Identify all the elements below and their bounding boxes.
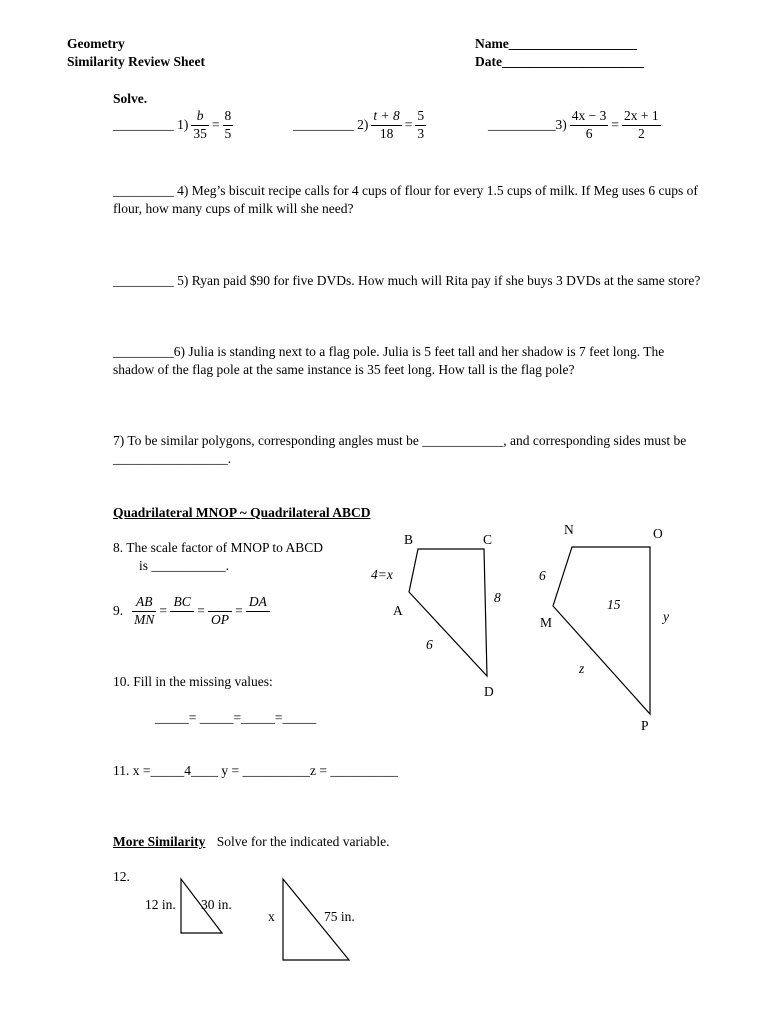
equation-3-blank: __________3) <box>488 117 567 133</box>
more-similarity-line <box>113 834 390 850</box>
question-12: 12. <box>113 869 130 884</box>
solve-heading: Solve. <box>113 91 148 106</box>
more-similarity-heading: More Similarity <box>113 834 206 849</box>
side-mo-label: 15 <box>607 597 621 612</box>
ratio-op: $\frac{\_\_\_}{OP}$ <box>209 594 231 627</box>
side-mp-label: z <box>579 661 585 676</box>
equation-3-left-fraction: $\frac{4x - 3}{6}$ <box>571 108 607 141</box>
ratio-da: $\frac{DA}{\_\_\_}$ <box>247 594 268 627</box>
small-triangle-hypotenuse-label: 30 in. <box>201 897 232 912</box>
question-11: 11. x =_____4____ y = __________z = __________ <box>113 763 398 778</box>
side-ad-label: 6 <box>426 637 433 652</box>
equals-sign: = <box>235 603 243 619</box>
side-ab-label: 4=x <box>371 567 393 582</box>
equation-1-right-fraction: $\frac{8}{5}$ <box>224 108 232 141</box>
sheet-title: Similarity Review Sheet <box>67 54 205 69</box>
question-10: 10. Fill in the missing values: <box>113 674 273 689</box>
quadrilateral-heading: Quadrilateral MNOP ~ Quadrilateral ABCD <box>113 505 371 520</box>
vertex-c-label: C <box>483 532 493 547</box>
ratio-bc: $\frac{BC}{\_\_\_}$ <box>172 594 193 627</box>
ratio-ab-mn: $\frac{AB}{MN}$ <box>134 594 155 627</box>
more-similarity-instruction: Solve for the indicated variable. <box>216 834 390 849</box>
question-9-number: 9. <box>113 603 124 619</box>
question-6: _________6) Julia is standing next to a flag pole. Julia is 5 feet tall and her shadow is 7 feet long. The shadow of the flag pole at the same instance is 35 feet long. How tall is the flag pole? <box>113 344 665 377</box>
large-triangle-leg-label: x <box>268 909 275 924</box>
equals-sign: = <box>197 603 205 619</box>
subject-title: Geometry <box>67 36 125 51</box>
small-triangle-leg-label: 12 in. <box>145 897 176 912</box>
vertex-m-label: M <box>540 615 553 630</box>
equation-1-left-fraction: $\frac{b}{35}$ <box>193 108 207 141</box>
vertex-n-label: N <box>564 522 574 537</box>
vertex-d-label: D <box>484 684 494 699</box>
equals-sign: = <box>404 117 413 133</box>
question-5: _________ 5) Ryan paid $90 for five DVDs. How much will Rita pay if she buys 3 DVDs at the same store? <box>113 273 701 288</box>
equals-sign: = <box>159 603 167 619</box>
name-line: Name___________________ <box>475 36 637 51</box>
question-8-line-1: 8. The scale factor of MNOP to ABCD <box>113 540 323 555</box>
vertex-a-label: A <box>393 603 403 618</box>
question-10-blanks: _____= _____=_____=_____ <box>155 710 317 725</box>
vertex-b-label: B <box>404 532 414 547</box>
quadrilateral-abcd <box>409 549 487 676</box>
question-4: _________ 4) Meg’s biscuit recipe calls for 4 cups of flour for every 1.5 cups of milk. If Meg uses 6 cups of flour, how many cups of milk will she need? <box>113 183 698 216</box>
equation-3-right-fraction: $\frac{2x + 1}{2}$ <box>624 108 659 141</box>
side-mn-label: 6 <box>539 568 546 583</box>
side-op-label: y <box>663 609 669 624</box>
question-7: 7) To be similar polygons, corresponding angles must be ____________, and corresponding sides must be _________________. <box>113 433 687 466</box>
date-line: Date_____________________ <box>475 54 644 69</box>
side-cd-label: 8 <box>494 590 501 605</box>
equals-sign: = <box>211 117 220 133</box>
equals-sign: = <box>611 117 619 133</box>
equation-2-blank: _________ 2) <box>293 117 369 133</box>
equation-1-blank: _________ 1) <box>113 117 189 133</box>
vertex-o-label: O <box>653 526 663 541</box>
large-triangle-hypotenuse-label: 75 in. <box>324 909 355 924</box>
equation-2-left-fraction: $\frac{t + 8}{18}$ <box>373 108 400 141</box>
equation-2-right-fraction: $\frac{5}{3}$ <box>417 108 425 141</box>
question-8-line-2: is ___________. <box>139 558 230 573</box>
quadrilateral-mnop <box>553 547 650 714</box>
vertex-p-label: P <box>641 718 649 733</box>
